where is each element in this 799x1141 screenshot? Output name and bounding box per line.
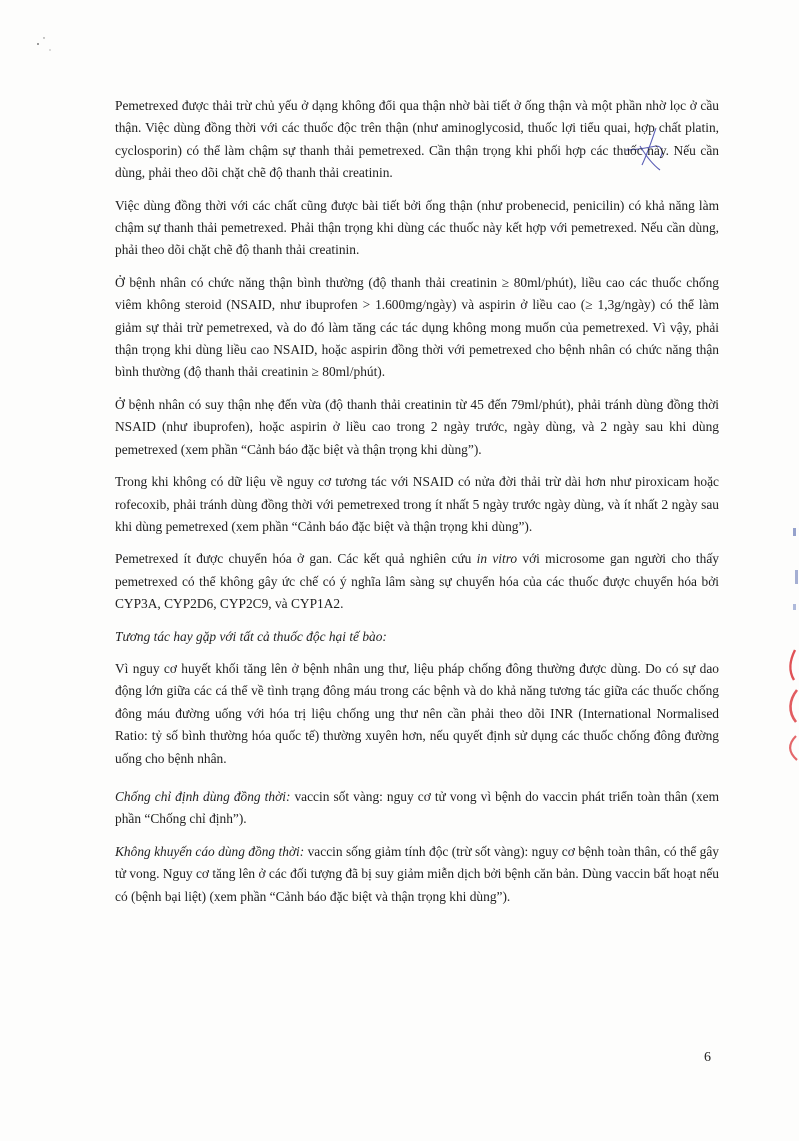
paragraph-not-recommended — [115, 841, 719, 908]
paragraph-anticoagulant: Vì nguy cơ huyết khối tăng lên ở bệnh nhân ung thư, liệu pháp chống đông thường được dùng. Do có sự dao động lớn giữa các cá thể về tình trạng đông máu trong các bệnh và do khả năng tương tác giữa các thuốc chống đông máu đường uống với hóa trị liệu chống ung thư nên cần phải theo dõi INR (International Normalised Ratio: tỷ số bình thường hóa quốc tế) thường xuyên hơn, nếu quyết định sử dụng các thuốc chống đông đường uống cho bệnh nhân. — [115, 660, 719, 766]
paragraph-hepatic-metabolism — [115, 548, 719, 615]
paragraph-nsaid-mild-renal: Ở bệnh nhân có suy thận nhẹ đến vừa (độ thanh thải creatinin từ 45 đến 79ml/phút), phải tránh dùng đồng thời NSAID (như ibuprofen), hoặc aspirin ở liều cao trong 2 ngày trước, ngày dùng, và 2 ngày sau khi dùng pemetrexed (xem phần “Cảnh báo đặc biệt và thận trọng khi dùng”). — [115, 396, 719, 457]
not-recommended-label: Không khuyến cáo dùng đồng thời: — [115, 843, 305, 859]
document-body — [115, 95, 719, 918]
contraindicated-label: Chống chỉ định dùng đồng thời: — [115, 788, 291, 804]
hepatic-text-end: với microsome gan người cho thấy pemetrexed có thể không gây ức chế có ý nghĩa lâm sàng sự chuyển hóa của các thuốc được chuyển hóa bởi CYP3A, CYP2D6, CYP2C9, và CYP1A2. — [115, 551, 719, 612]
paragraph-renal-excretion: Pemetrexed được thải trừ chủ yếu ở dạng không đổi qua thận nhờ bài tiết ở ống thận và một phần nhờ lọc ở cầu thận. Việc dùng đồng thời với các thuốc độc trên thận (như aminoglycosid, thuốc lợi tiểu quai, hợp chất platin, cyclosporin) có thể làm chậm sự thanh thải pemetrexed. Cần thận trọng khi phối hợp các thuốc này. Nếu cần dùng, phải theo dõi chặt chẽ độ thanh thải creatinin. — [115, 98, 719, 181]
in-vitro-term: in vitro — [476, 551, 518, 567]
heading-cytotoxic-interactions: Tương tác hay gặp với tất cả thuốc độc hại tế bào: — [115, 628, 387, 644]
paragraph-long-halflife-nsaid: Trong khi không có dữ liệu về nguy cơ tương tác với NSAID có nửa đời thải trừ dài hơn như piroxicam hoặc rofecoxib, phải tránh dùng đồng thời với pemetrexed trong ít nhất 5 ngày trước ngày dùng, và ít nhất 2 ngày sau khi dùng pemetrexed (xem phần “Cảnh báo đặc biệt và thận trọng khi dùng”). — [115, 474, 719, 534]
page-number: 6 — [704, 1050, 711, 1065]
paragraph-nsaid-normal-renal: Ở bệnh nhân có chức năng thận bình thường (độ thanh thải creatinin ≥ 80ml/phút), liều cao các thuốc chống viêm không steroid (NSAID, như ibuprofen > 1.600mg/ngày) và aspirin ở liều cao (≥ 1,3g/ngày) có thể làm giảm sự thải trừ pemetrexed, và do đó làm tăng các tác dụng không mong muốn của pemetrexed. Vì vậy, phải thận trọng khi dùng liều cao NSAID, hoặc aspirin đồng thời với pemetrexed cho bệnh nhân có chức năng thận bình thường (độ thanh thải creatinin ≥ 80ml/phút). — [115, 274, 719, 380]
paragraph-contraindicated — [115, 786, 719, 831]
contraindicated-text: vaccin sốt vàng: nguy cơ tử vong vì bệnh do vaccin phát triển toàn thân (xem phần “Chống chỉ định”). — [115, 788, 720, 827]
hepatic-text-start: Pemetrexed ít được chuyển hóa ở gan. Các kết quả nghiên cứu — [115, 551, 477, 567]
paragraph-tubular-secretion: Việc dùng đồng thời với các chất cũng được bài tiết bởi ống thận (như probenecid, penicilin) có khả năng làm chậm sự thanh thải pemetrexed. Phải thận trọng khi dùng các thuốc này kết hợp với pemetrexed. Nếu cần dùng, phải theo dõi chặt chẽ độ thanh thải creatinin. — [115, 197, 719, 258]
not-recommended-text: vaccin sống giảm tính độc (trừ sốt vàng): nguy cơ bệnh toàn thân, có thể gây tử vong. Nguy cơ tăng lên ở các đối tượng đã bị suy giảm miễn dịch bởi bệnh căn bản. Dùng vaccin bất hoạt nếu có (bệnh bại liệt) (xem phần “Cảnh báo đặc biệt và thận trọng khi dùng”). — [115, 843, 719, 904]
